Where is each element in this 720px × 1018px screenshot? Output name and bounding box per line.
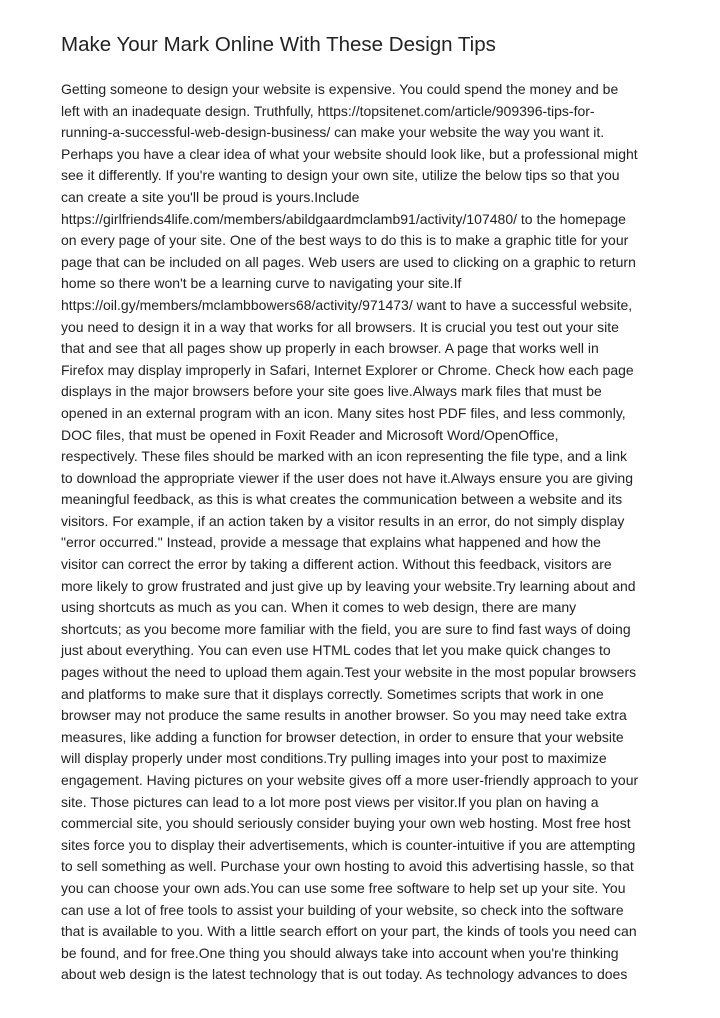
body-text-line: that and see that all pages show up properly in each browser. A page that works well in bbox=[61, 340, 599, 357]
body-text-line: that is available to you. With a little search effort on your part, the kinds of tools you need can bbox=[61, 923, 637, 940]
body-text-line: Getting someone to design your website is expensive. You could spend the money and be bbox=[61, 81, 619, 97]
body-text-line: displays in the major browsers before your site goes live.Always mark files that must be bbox=[61, 383, 602, 400]
body-text-line: you can choose your own ads.You can use some free software to help set up your site. You bbox=[61, 879, 626, 896]
body-text-line: "error occurred." Instead, provide a message that explains what happened and how the bbox=[61, 534, 601, 551]
body-text-line: Firefox may display improperly in Safari, Internet Explorer or Chrome. Check how each page bbox=[61, 361, 634, 378]
body-text-line: Perhaps you have a clear idea of what your website should look like, but a professional might bbox=[61, 145, 638, 162]
body-text-line: on every page of your site. One of the best ways to do this is to make a graphic title for your bbox=[61, 232, 629, 249]
body-text-line: to download the appropriate viewer if the user does not have it.Always ensure you are giving bbox=[61, 469, 634, 486]
body-text-line: commercial site, you should seriously consider buying your own web hosting. Most free host bbox=[61, 815, 631, 832]
body-text-line: browser may not produce the same results in another browser. So you may need take extra bbox=[61, 707, 627, 724]
body-text-line: engagement. Having pictures on your website gives off a more user-friendly approach to your bbox=[61, 772, 639, 788]
body-text-line: respectively. These files should be marked with an icon representing the file type, and a link bbox=[61, 448, 628, 465]
body-text-line: more likely to grow frustrated and just give up by leaving your website.Try learning about and bbox=[61, 577, 636, 594]
body-text-line: and platforms to make sure that it displays correctly. Sometimes scripts that work in one bbox=[61, 685, 604, 702]
body-text-line: using shortcuts as much as you can. When it comes to web design, there are many bbox=[61, 599, 577, 616]
body-text-line: about web design is the latest technology that is out today. As technology advances to does bbox=[61, 966, 628, 983]
body-text-line: can use a lot of free tools to assist your building of your website, so check into the software bbox=[61, 901, 624, 918]
body-text-line: be found, and for free.One thing you should always take into account when you're thinking bbox=[61, 944, 619, 961]
body-text-line: page that can be included on all pages. Web users are used to clicking on a graphic to return bbox=[61, 253, 636, 270]
body-text-line: opened in an external program with an icon. Many sites host PDF files, and less commonly, bbox=[61, 404, 626, 421]
document-body bbox=[61, 79, 667, 986]
body-text-line: to sell something as well. Purchase your own hosting to avoid this advertising hassle, so that bbox=[61, 858, 634, 875]
body-text-line: will display properly under most conditions.Try pulling images into your post to maximize bbox=[61, 750, 607, 767]
body-text-line: measures, like adding a function for browser detection, in order to ensure that your website bbox=[61, 728, 624, 745]
body-text-line: running-a-successful-web-design-business/ can make your website the way you want it. bbox=[61, 124, 605, 141]
body-text-line: https://girlfriends4life.com/members/abildgaardmclamb91/activity/107480/ to the homepage bbox=[61, 210, 626, 227]
body-text-line: you need to design it in a way that works for all browsers. It is crucial you test out your site bbox=[61, 318, 619, 335]
body-text-line: shortcuts; as you become more familiar with the field, you are sure to find fast ways of doing bbox=[61, 620, 631, 637]
body-text-line: meaningful feedback, as this is what creates the communication between a website and its bbox=[61, 491, 623, 508]
body-text-line: just about everything. You can even use HTML codes that let you make quick changes to bbox=[61, 642, 611, 659]
body-text-line: https://oil.gy/members/mclambbowers68/activity/971473/ want to have a successful website, bbox=[61, 296, 633, 313]
body-text-line: visitor can correct the error by taking a different action. Without this feedback, visitors are bbox=[61, 556, 612, 573]
body-text-line: pages without the need to upload them again.Test your website in the most popular browsers bbox=[61, 664, 637, 681]
body-text-line: see it differently. If you're wanting to design your own site, utilize the below tips so that you bbox=[61, 167, 620, 184]
body-text-line: left with an inadequate design. Truthfully, https://topsitenet.com/article/909396-tips-for- bbox=[61, 102, 595, 119]
body-text-line: site. Those pictures can lead to a lot more post views per visitor.If you plan on having a bbox=[61, 793, 599, 810]
body-text-line: home so there won't be a learning curve to navigating your site.If bbox=[61, 275, 462, 292]
body-text-line: DOC files, that must be opened in Foxit Reader and Microsoft Word/OpenOffice, bbox=[61, 426, 559, 443]
body-text-line: visitors. For example, if an action taken by a visitor results in an error, do not simply display bbox=[61, 512, 625, 529]
document-title: Make Your Mark Online With These Design Tips bbox=[61, 33, 496, 56]
body-text-line: can create a site you'll be proud is yours.Include bbox=[61, 188, 360, 205]
body-text-line: sites force you to display their advertisements, which is counter-intuitive if you are attempting bbox=[61, 836, 636, 853]
